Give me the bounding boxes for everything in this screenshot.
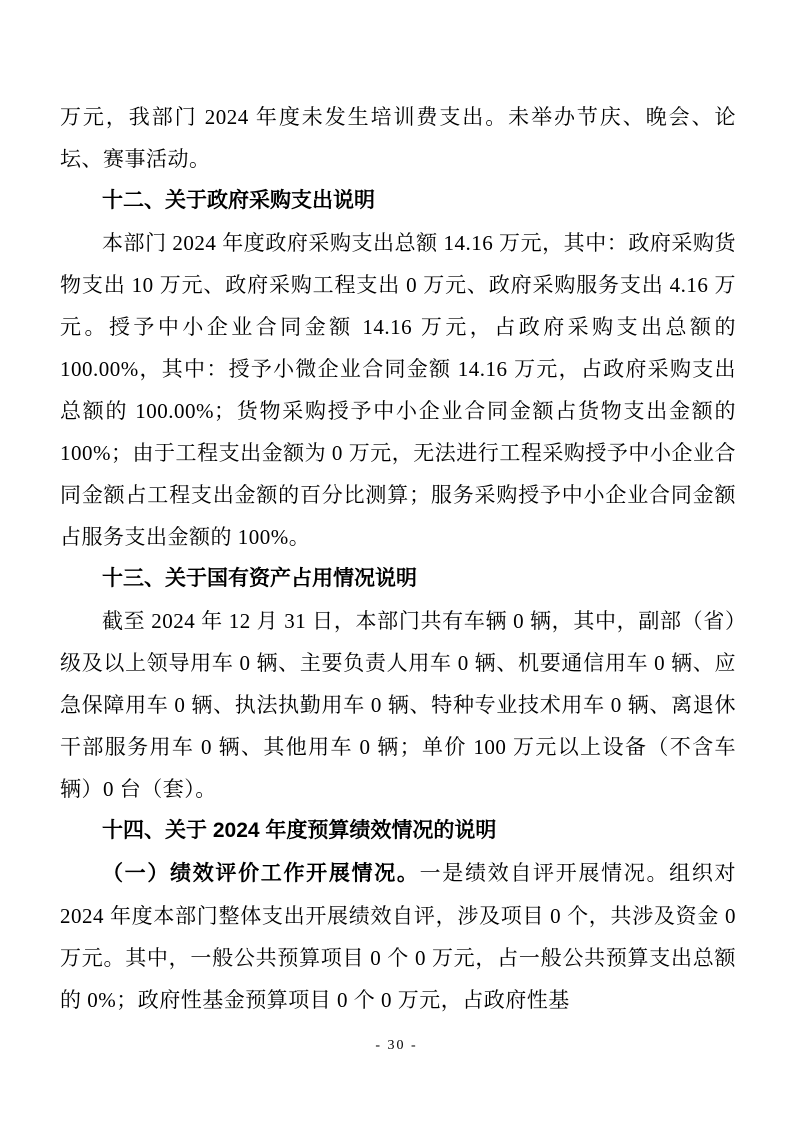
heading-section-12-government-procurement: 十二、关于政府采购支出说明	[102, 189, 375, 212]
heading-section-14-budget-performance: 十四、关于 2024 年度预算绩效情况的说明	[102, 819, 497, 842]
paragraph-training-expense-continuation: 万元，我部门 2024 年度未发生培训费支出。未举办节庆、晚会、论坛、赛事活动。	[60, 105, 736, 171]
heading-section-13-state-assets: 十三、关于国有资产占用情况说明	[102, 567, 417, 590]
paragraph-section-14-body	[60, 852, 736, 1021]
page-number: - 30 -	[375, 1038, 418, 1053]
page-content	[60, 96, 736, 1021]
subheading-performance-evaluation-work: （一）绩效评价工作开展情况。	[102, 862, 420, 885]
paragraph-section-14-text: 一是绩效自评开展情况。组织对 2024 年度本部门整体支出开展绩效自评，涉及项目 0 个，共涉及资金 0 万元。其中，一般公共预算项目 0 个 0 万元，占一般公共预算支出总额的 0%；政府性基金预算项目 0 个 0 万元，占政府性基	[60, 861, 736, 1012]
paragraph-section-12-body: 本部门 2024 年度政府采购支出总额 14.16 万元，其中：政府采购货物支出 10 万元、政府采购工程支出 0 万元、政府采购服务支出 4.16 万元。授予中小企业合同金额 14.16 万元，占政府采购支出总额的 100.00%，其中：授予小微企业合同金额 14.16 万元，占政府采购支出总额的 100.00%；货物采购授予中小企业合同金额占货物支出金额的 100%；由于工程支出金额为 0 万元，无法进行工程采购授予中小企业合同金额占工程支出金额的百分比测算；服务采购授予中小企业合同金额占服务支出金额的 100%。	[60, 231, 736, 549]
paragraph-section-13-body: 截至 2024 年 12 月 31 日，本部门共有车辆 0 辆，其中，副部（省）级及以上领导用车 0 辆、主要负责人用车 0 辆、机要通信用车 0 辆、应急保障用车 0 辆、执法执勤用车 0 辆、特种专业技术用车 0 辆、离退休干部服务用车 0 辆、其他用车 0 辆；单价 100 万元以上设备（不含车辆）0 台（套）。	[60, 609, 736, 801]
